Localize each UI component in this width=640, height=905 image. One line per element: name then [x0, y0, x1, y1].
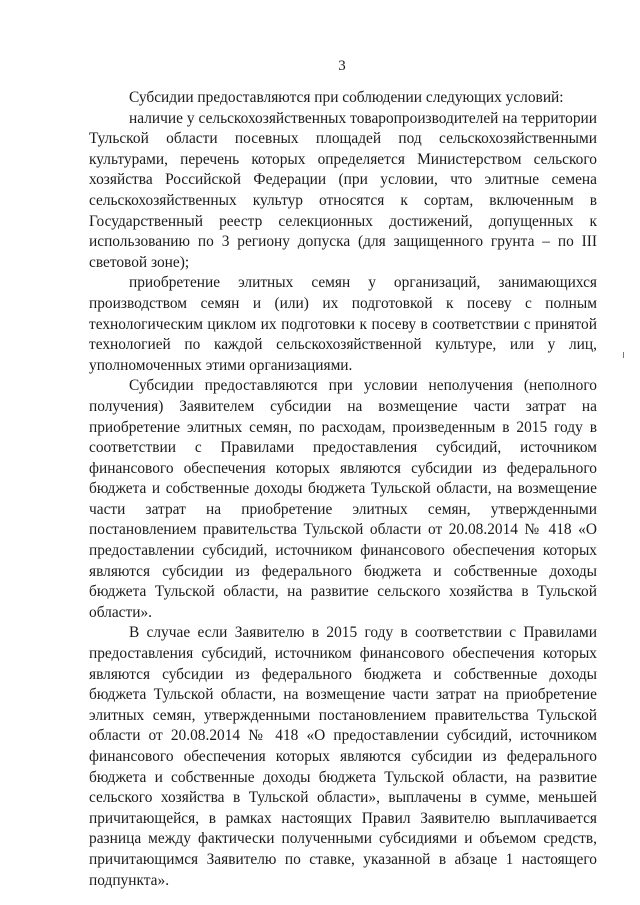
paragraph-crop-areas-condition: наличие у сельскохозяйственных товаропроизводителей на территории Тульской области посевных площадей под сельскохозяйственными культурами, перечень которых определяется Министерством сельского хозяйства Российской Федерации (при условии, что элитные семена сельскохозяйственных культур относятся к сортам, включенным в Государственный реестр селекционных достижений, допущенных к использованию по 3 региону допуска (для защищенного грунта – по III световой зоне);	[89, 109, 597, 271]
page-number: 3	[338, 58, 346, 74]
document-body	[89, 88, 597, 891]
paragraph-seed-purchase-condition: приобретение элитных семян у организаций, занимающихся производством семян и (или) их подготовкой к посеву с полным технологическим циклом их подготовки к посеву в соответствии с принятой технологией по каждой сельскохозяйственной культуре, или у лиц, уполномоченных этими организациями.	[89, 274, 597, 374]
paragraph-difference-payment: В случае если Заявителю в 2015 году в соответствии с Правилами предоставления субсидий, источником финансового обеспечения которых являются субсидии из федерального бюджета и собственные доходы бюджета Тульской области, на возмещение части затрат на приобретение элитных семян, утвержденными постановлением правительства Тульской области от 20.08.2014 № 418 «О предоставлении субсидий, источником финансового обеспечения которых являются субсидии из федерального бюджета и собственные доходы бюджета Тульской области, на развитие сельского хозяйства в Тульской области», выплачены в сумме, меньшей причитающейся, в рамках настоящих Правил Заявителю выплачивается разница между фактически полученными субсидиями и объемом средств, причитающимся Заявителю по ставке, указанной в абзаце 1 настоящего подпункта».	[89, 624, 597, 889]
scan-mark	[623, 352, 624, 358]
paragraph-conditions-intro: Субсидии предоставляются при соблюдении следующих условий:	[129, 89, 564, 106]
paragraph-non-receipt-condition: Субсидии предоставляются при условии неполучения (неполного получения) Заявителем субсидии на возмещение части затрат на приобретение элитных семян, по расходам, произведенным в 2015 году в соответствии с Правилами предоставления субсидий, источником финансового обеспечения которых являются субсидии из федерального бюджета и собственные доходы бюджета Тульской области, на возмещение части затрат на приобретение элитных семян, утвержденными постановлением правительства Тульской области от 20.08.2014 № 418 «О предоставлении субсидий, источником финансового обеспечения которых являются субсидии из федерального бюджета и собственные доходы бюджета Тульской области, на развитие сельского хозяйства в Тульской области».	[89, 377, 597, 621]
